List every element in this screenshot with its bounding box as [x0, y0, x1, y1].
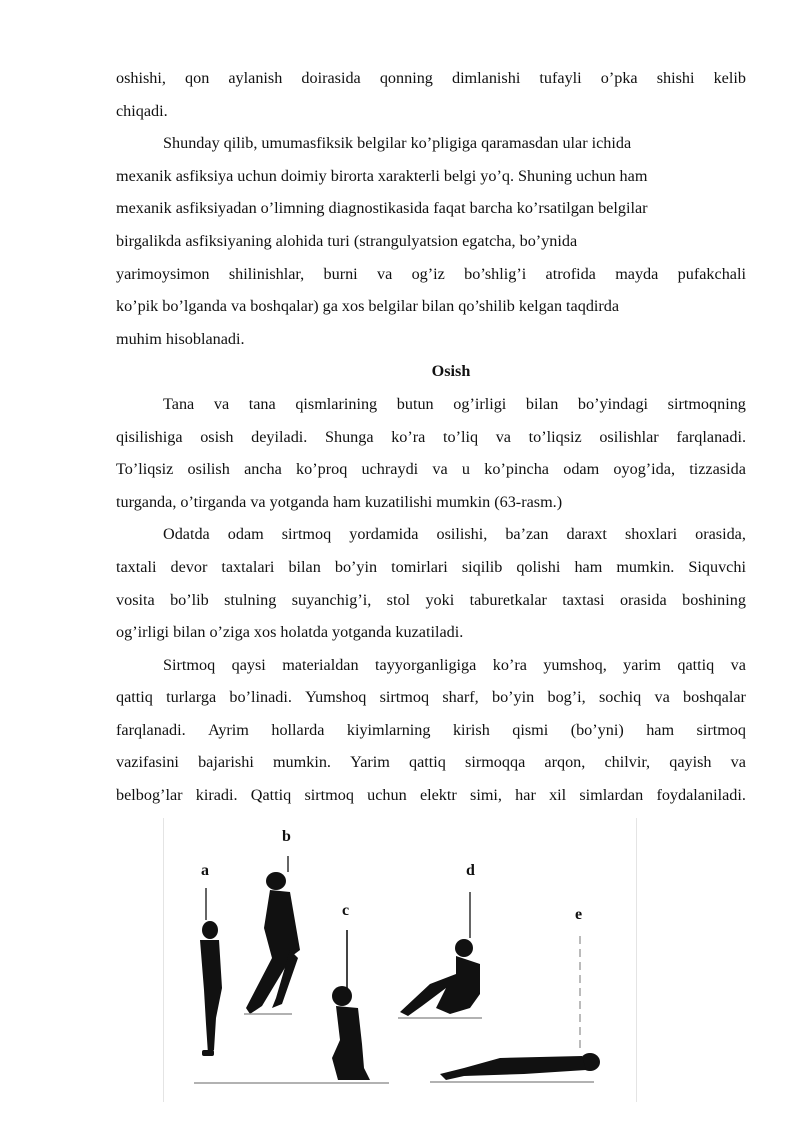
text-line: muhim hisoblanadi. — [116, 329, 245, 348]
figure-illustration — [164, 818, 636, 1102]
figure-d-sitting — [398, 892, 482, 1018]
text-line: Odatda odam sirtmoq yordamida osilishi, ba’zan daraxt shoxlari orasida, — [163, 525, 746, 544]
text-line: qisilishiga osish deyiladi. Shunga ko’ra to’liq va to’liqsiz osilishlar farqlanadi. — [116, 427, 746, 446]
figure-label-a: a — [201, 862, 209, 879]
text-line: chiqadi. — [116, 101, 168, 120]
text-line: mexanik asfiksiyadan o’limning diagnostikasida faqat barcha ko’rsatilgan belgilar — [116, 199, 648, 218]
text-line: Sirtmoq qaysi materialdan tayyorganligiga ko’ra yumshoq, yarim qattiq va — [163, 655, 746, 674]
text-line: birgalikda asfiksiyaning alohida turi (strangulyatsion egatcha, bo’ynida — [116, 231, 578, 250]
figure-b-leaning — [244, 856, 300, 1014]
body-text — [116, 62, 746, 812]
text-line: turganda, o’tirganda va yotganda ham kuzatilishi mumkin (63-rasm.) — [116, 492, 563, 511]
figure-label-c: c — [342, 902, 350, 919]
text-line: Tana va tana qismlarining butun og’irligi bilan bo’yindagi sirtmoqning — [163, 394, 746, 413]
text-line: To’liqsiz osilish ancha ko’proq uchraydi va u ko’pincha odam oyog’ida, tizzasida — [116, 460, 746, 479]
text-line: farqlanadi. Ayrim hollarda kiyimlarning kirish qismi (bo’yni) ham sirtmoq — [116, 720, 746, 739]
section-heading: Osish — [431, 362, 471, 381]
text-line: yarimoysimon shilinishlar, burni va og’iz bo’shlig’i atrofida mayda pufakchali — [116, 264, 746, 283]
text-line: vazifasini bajarishi mumkin. Yarim qattiq sirmoqqa arqon, chilvir, qayish va — [116, 753, 746, 772]
text-line: qattiq turlarga bo’linadi. Yumshoq sirtmoq sharf, bo’yin bog’i, sochiq va boshqalar — [116, 688, 746, 707]
figure-label-e: e — [575, 906, 583, 923]
figure-label-d: d — [466, 862, 475, 879]
figure-label-b: b — [282, 828, 291, 845]
text-line: vosita bo’lib stulning suyanchig’i, stol yoki taburetkalar taxtasi orasida boshining — [116, 590, 746, 609]
text-line: mexanik asfiksiya uchun doimiy birorta xarakterli belgi yo’q. Shuning uchun ham — [116, 166, 648, 185]
text-line: belbog’lar kiradi. Qattiq sirtmoq uchun elektr simi, har xil simlardan foydalaniladi. — [116, 786, 746, 805]
text-line: taxtali devor taxtalari bilan bo’yin tomirlari siqilib qolishi ham mumkin. Siquvchi — [116, 557, 746, 576]
text-line: Shunday qilib, umumasfiksik belgilar ko’pligiga qaramasdan ular ichida — [163, 134, 632, 153]
text-line: ko’pik bo’lganda va boshqalar) ga xos belgilar bilan qo’shilib kelgan taqdirda — [116, 297, 620, 316]
text-line: og’irligi bilan o’ziga xos holatda yotganda kuzatiladi. — [116, 623, 464, 642]
figure-a-standing — [200, 888, 222, 1056]
hanging-positions-figure — [163, 818, 637, 1102]
text-line: oshishi, qon aylanish doirasida qonning dimlanishi tufayli o’pka shishi kelib — [116, 69, 746, 87]
